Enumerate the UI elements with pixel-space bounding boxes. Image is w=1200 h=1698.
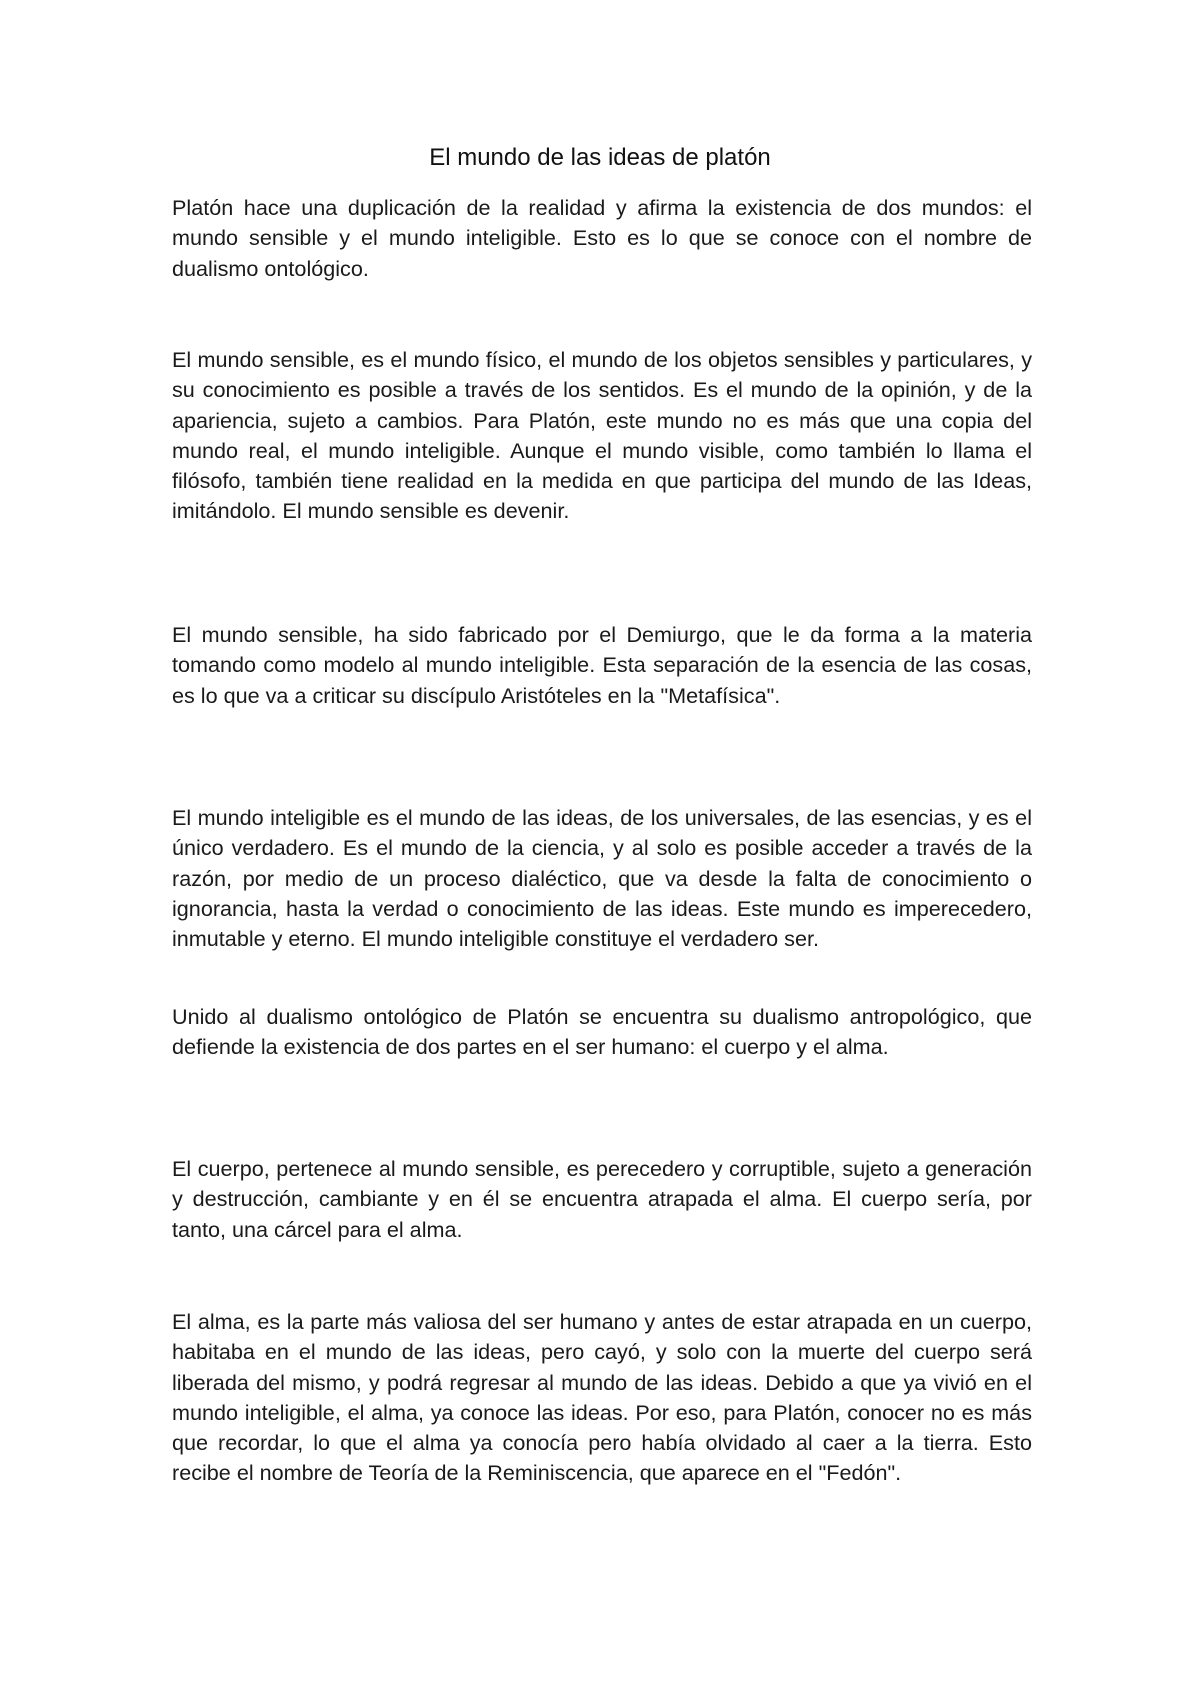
paragraph-soul: El alma, es la parte más valiosa del ser humano y antes de estar atrapada en un cuerpo, habitaba en el mundo de las ideas, pero cayó, y solo con la muerte del cuerpo será liberada del mismo, y podrá regresar al mundo de las ideas. Debido a que ya vivió en el mundo inteligible, el alma, ya conoce las ideas. Por eso, para Platón, conocer no es más que recordar, lo que el alma ya conocía pero había olvidado al caer a la tierra. Esto recibe el nombre de Teoría de la Reminiscencia, que aparece en el "Fedón".: [172, 1309, 1032, 1486]
paragraph-sensible-world: El mundo sensible, es el mundo físico, el mundo de los objetos sensibles y particulares, y su conocimiento es posible a través de los sentidos. Es el mundo de la opinión, y de la apariencia, sujeto a cambios. Para Platón, este mundo no es más que una copia del mundo real, el mundo inteligible. Aunque el mundo visible, como también lo llama el filósofo, también tiene realidad en la medida en que participa del mundo de las Ideas, imitándolo. El mundo sensible es devenir.: [172, 347, 1032, 524]
document-title: El mundo de las ideas de platón: [429, 144, 771, 171]
paragraph-anthropological-dualism: Unido al dualismo ontológico de Platón se encuentra su dualismo antropológico, que defiende la existencia de dos partes en el ser humano: el cuerpo y el alma.: [172, 1004, 1032, 1060]
paragraph-body: El cuerpo, pertenece al mundo sensible, es perecedero y corruptible, sujeto a generación y destrucción, cambiante y en él se encuentra atrapada el alma. El cuerpo sería, por tanto, una cárcel para el alma.: [172, 1156, 1032, 1242]
paragraph-dualism-intro: Platón hace una duplicación de la realidad y afirma la existencia de dos mundos: el mundo sensible y el mundo inteligible. Esto es lo que se conoce con el nombre de dualismo ontológico.: [172, 195, 1032, 281]
paragraph-demiurge: El mundo sensible, ha sido fabricado por el Demiurgo, que le da forma a la materia tomando como modelo al mundo inteligible. Esta separación de la esencia de las cosas, es lo que va a criticar su discípulo Aristóteles en la "Metafísica".: [172, 622, 1032, 708]
paragraph-intelligible-world: El mundo inteligible es el mundo de las ideas, de los universales, de las esencias, y es el único verdadero. Es el mundo de la ciencia, y al solo es posible acceder a través de la razón, por medio de un proceso dialéctico, que va desde la falta de conocimiento o ignorancia, hasta la verdad o conocimiento de las ideas. Este mundo es imperecedero, inmutable y eterno. El mundo inteligible constituye el verdadero ser.: [172, 805, 1032, 952]
